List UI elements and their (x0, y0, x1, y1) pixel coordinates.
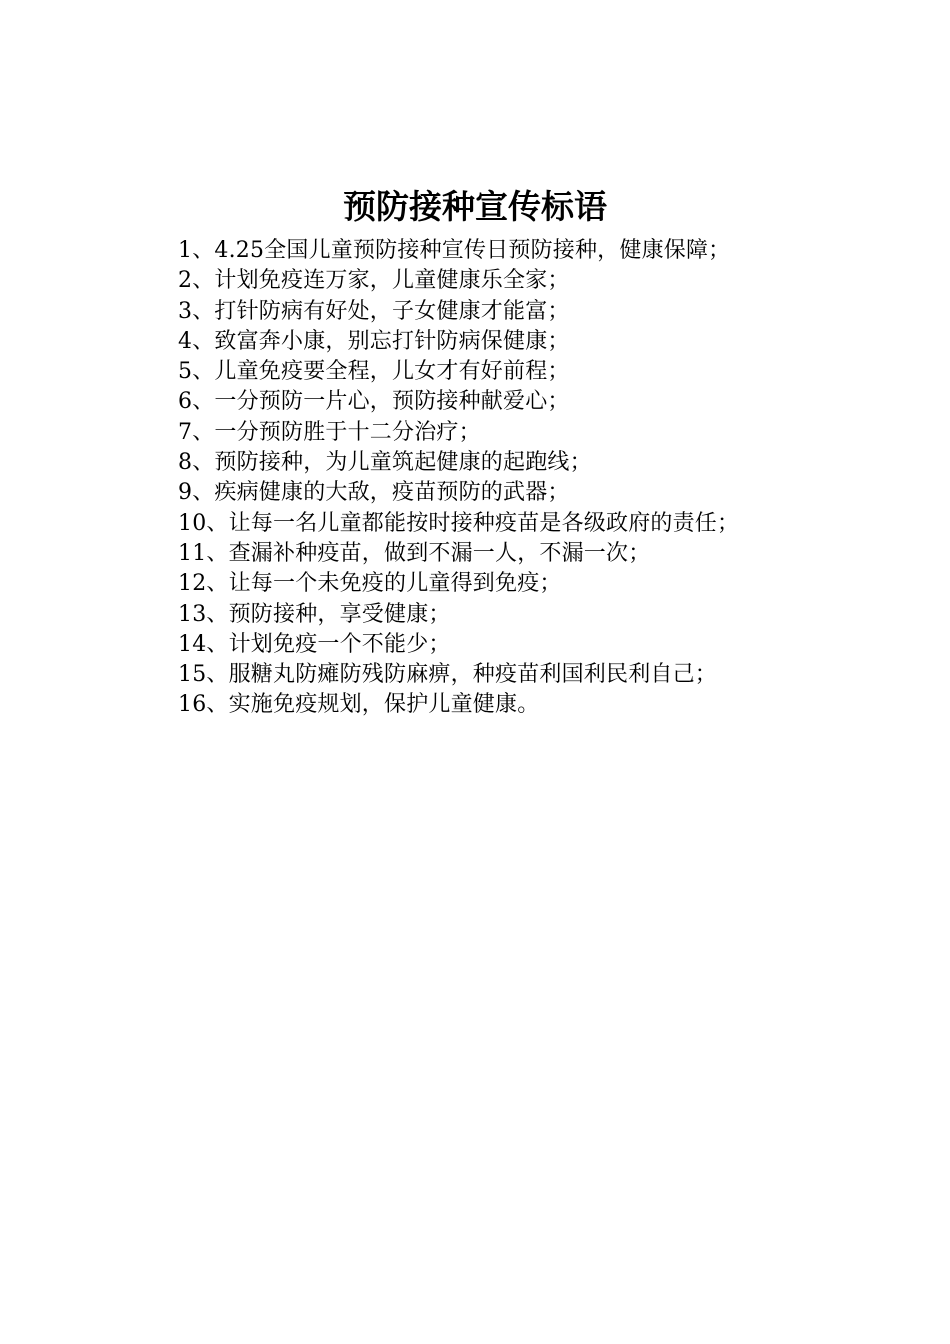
slogan-item: 3、打针防病有好处，子女健康才能富； (178, 298, 570, 324)
slogan-item: 14、计划免疫一个不能少； (178, 631, 451, 657)
slogan-item: 4、致富奔小康，别忘打针防病保健康； (178, 328, 570, 354)
slogan-item: 1、4.25全国儿童预防接种宣传日预防接种，健康保障； (178, 238, 731, 263)
slogan-item: 2、计划免疫连万家，儿童健康乐全家； (178, 268, 570, 294)
slogan-item: 12、让每一个未免疫的儿童得到免疫； (178, 571, 562, 597)
slogan-item: 9、疾病健康的大敌，疫苗预防的武器； (178, 480, 570, 506)
slogan-item: 16、实施免疫规划，保护儿童健康。 (178, 692, 540, 718)
document-title: 预防接种宣传标语 (343, 187, 607, 226)
slogan-list (178, 236, 938, 721)
slogan-item: 7、一分预防胜于十二分治疗； (178, 419, 481, 445)
slogan-item: 11、查漏补种疫苗，做到不漏一人，不漏一次； (178, 540, 651, 566)
slogan-item: 8、预防接种，为儿童筑起健康的起跑线； (178, 450, 592, 476)
slogan-item: 5、儿童免疫要全程，儿女才有好前程； (178, 359, 570, 385)
slogan-item: 10、让每一名儿童都能按时接种疫苗是各级政府的责任； (178, 510, 740, 536)
slogan-item: 15、服糖丸防瘫防残防麻痹，种疫苗利国利民利自己； (178, 662, 717, 688)
slogan-item: 6、一分预防一片心，预防接种献爱心； (178, 389, 570, 415)
slogan-item: 13、预防接种，享受健康； (178, 601, 451, 627)
